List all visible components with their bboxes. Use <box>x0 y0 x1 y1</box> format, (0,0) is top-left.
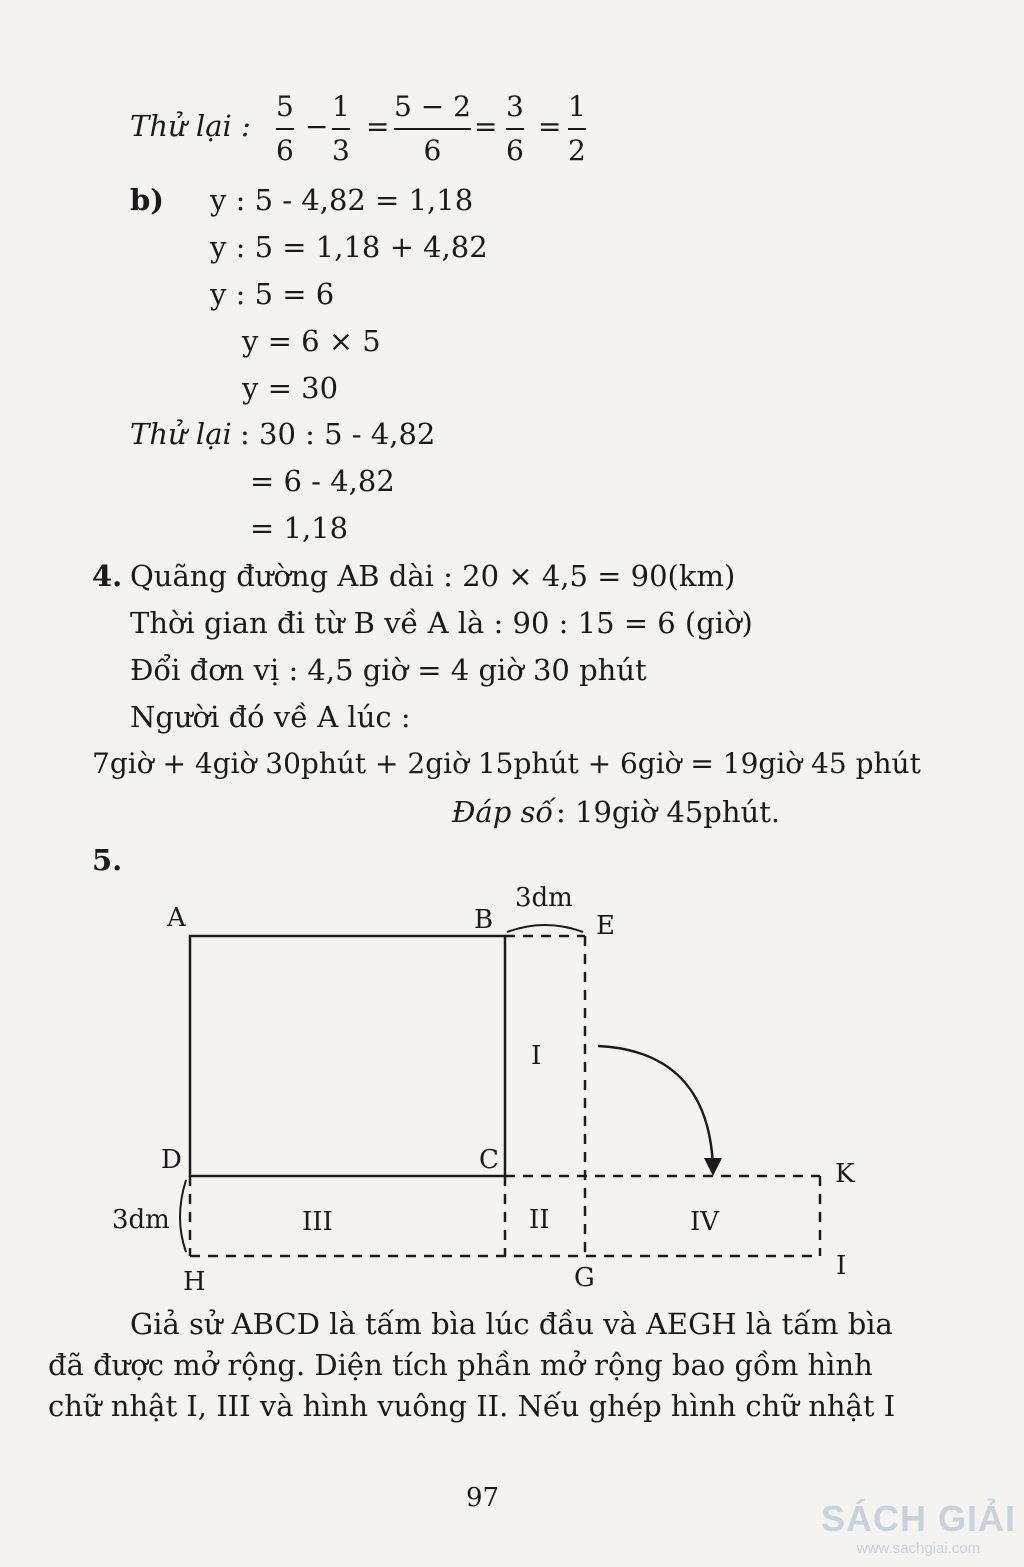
watermark-logo <box>821 1498 1016 1557</box>
equals-sign: = <box>366 110 390 143</box>
label-G: G <box>574 1263 595 1293</box>
label-A: A <box>167 903 186 933</box>
check-line: = 1,18 <box>250 511 349 545</box>
check-label-a: Thử lại : <box>130 109 251 143</box>
solution-line: Thời gian đi từ B về A là : 90 : 15 = 6 (giờ) <box>130 606 753 640</box>
equation-line: y : 5 = 1,18 + 4,82 <box>210 230 488 264</box>
label-region-I: I <box>531 1041 542 1071</box>
label-region-II: II <box>529 1205 550 1235</box>
solution-line: 7giờ + 4giờ 30phút + 2giờ 15phút + 6giờ = 19giờ 45 phút <box>92 747 921 780</box>
solution-line: Người đó về A lúc : <box>130 700 411 734</box>
fraction-denominator: 3 <box>332 134 350 167</box>
paragraph-line: chữ nhật I, III và hình vuông II. Nếu ghép hình chữ nhật I <box>48 1389 896 1423</box>
fraction-numerator: 3 <box>506 90 524 123</box>
answer-value: : 19giờ 45phút. <box>556 795 781 829</box>
equals-sign: = <box>538 110 562 143</box>
label-region-IV: IV <box>690 1207 720 1237</box>
fraction-denominator: 6 <box>276 134 294 167</box>
equation-line: y : 5 - 4,82 = 1,18 <box>210 183 474 217</box>
left-dimension-brace <box>180 1180 186 1252</box>
equation-line: y = 30 <box>242 371 339 405</box>
paragraph-line: Giả sử ABCD là tấm bìa lúc đầu và AEGH là tấm bìa <box>130 1307 893 1341</box>
minus-sign: − <box>305 110 329 143</box>
paragraph-line: đã được mở rộng. Diện tích phần mở rộng bao gồm hình <box>48 1348 873 1382</box>
arrow-head-icon <box>704 1158 722 1176</box>
check-line: : 30 : 5 - 4,82 <box>240 417 436 451</box>
label-K: K <box>835 1159 855 1189</box>
explanation-paragraph <box>48 1304 918 1427</box>
label-E: E <box>596 911 615 941</box>
fraction-denominator: 6 <box>506 134 524 167</box>
part-b-label: b) <box>130 183 164 217</box>
fraction-numerator: 1 <box>332 90 350 123</box>
label-region-III: III <box>302 1207 333 1237</box>
top-dimension-brace <box>507 925 583 932</box>
check-line: = 6 - 4,82 <box>250 464 395 498</box>
solution-line: Quãng đường AB dài : 20 × 4,5 = 90(km) <box>130 559 736 593</box>
equals-sign: = <box>474 110 498 143</box>
label-I: I <box>836 1251 847 1281</box>
fraction-denominator: 2 <box>568 134 586 167</box>
fraction-denominator: 6 <box>423 134 442 167</box>
label-left-3dm: 3dm <box>112 1205 170 1235</box>
fraction-numerator: 5 − 2 <box>394 90 471 123</box>
rectangle-ABCD <box>190 936 505 1176</box>
fraction-numerator: 1 <box>568 90 586 123</box>
page-number: 97 <box>466 1483 500 1513</box>
problem-5-number: 5. <box>92 843 123 877</box>
watermark-site: www.sachgiai.com <box>856 1540 981 1557</box>
label-D: D <box>161 1145 182 1175</box>
label-top-3dm: 3dm <box>515 883 573 913</box>
equation-line: y = 6 × 5 <box>242 324 381 358</box>
check-label-b: Thử lại <box>130 417 232 451</box>
fraction-numerator: 5 <box>276 90 294 123</box>
label-H: H <box>183 1267 206 1297</box>
problem-4-number: 4. <box>92 559 123 593</box>
solution-line: Đổi đơn vị : 4,5 giờ = 4 giờ 30 phút <box>130 653 647 687</box>
watermark-brand: SÁCH GIẢI <box>820 1498 1016 1539</box>
label-C: C <box>479 1145 499 1175</box>
curved-arrow-line <box>598 1046 713 1166</box>
equation-line: y : 5 = 6 <box>210 277 335 311</box>
label-B: B <box>474 905 494 935</box>
answer-label: Đáp số <box>452 795 554 829</box>
